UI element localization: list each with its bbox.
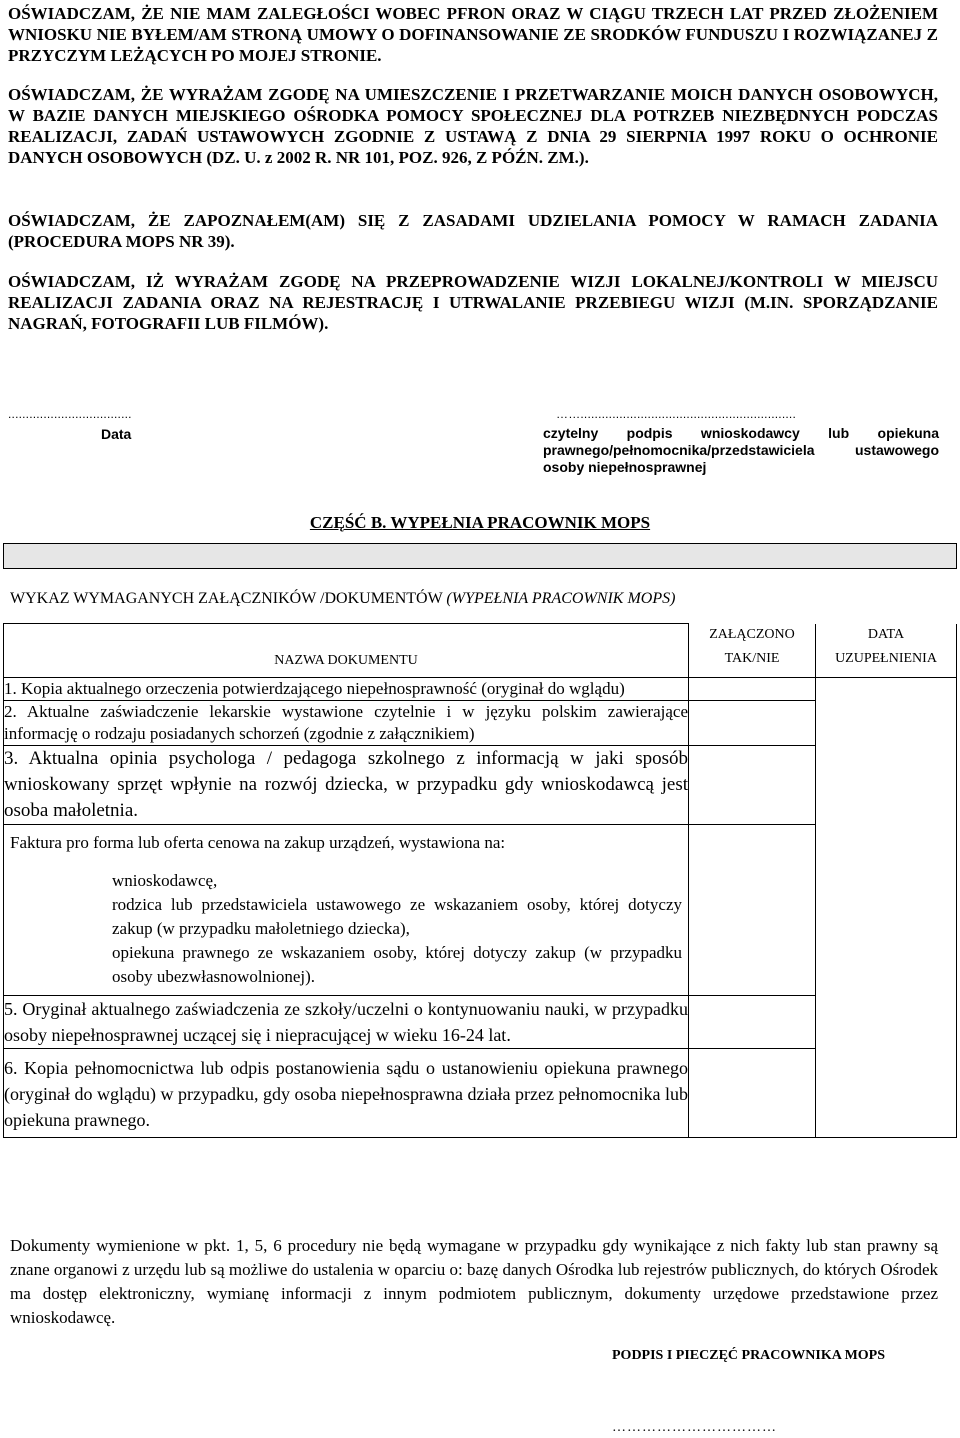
- item-6-attached: [689, 1049, 816, 1138]
- item-6: 6. Kopia pełnomocnictwa lub odpis postanowienia sądu o ustanowieniu opiekuna prawnego (oryginał do wglądu) w przypadku, gdy osoba niepełnosprawna działa przez pełnomocnika lub opiekuna prawnego.: [4, 1049, 689, 1138]
- item-5: 5. Oryginał aktualnego zaświadczenia ze szkoły/uczelni o kontynuowaniu nauki, w przypadku osoby niepełnosprawnej uczącej się i niepracującej w wieku 16-24 lat.: [4, 996, 689, 1049]
- declaration-data-consent: OŚWIADCZAM, ŻE WYRAŻAM ZGODĘ NA UMIESZCZENIE I PRZETWARZANIE MOICH DANYCH OSOBOWYCH, W BAZIE DANYCH MIEJSKIEGO OŚRODKA POMOCY SPOŁECZNEJ DLA POTRZEB NIEZBĘDNYCH PODCZAS REALIZACJI, ZADAŃ USTAWOWYCH ZGODNIE Z USTAWĄ Z DNIA 29 SIERPNIA 1997 ROKU O OCHRONIE DANYCH OSOBOWYCH (DZ. U. z 2002 R. NR 101, POZ. 926, Z PÓŹN. ZM.).: [8, 85, 938, 167]
- table-row: [4, 1049, 957, 1138]
- item-date-cell: [816, 678, 957, 1138]
- item-4-attached: [689, 825, 816, 996]
- col-date: [816, 624, 957, 678]
- item-3: 3. Aktualna opinia psychologa / pedagoga szkolnego z informacją w jaki sposób wnioskowany sprzęt wpłynie na rozwój dziecka, w przypadku gdy wnioskodawcą jest osoba małoletnia.: [4, 746, 689, 825]
- gray-bar: [3, 543, 957, 569]
- attachments-title-note: (WYPEŁNIA PRACOWNIK MOPS): [446, 590, 676, 607]
- item-3-attached: [689, 746, 816, 825]
- staff-signature-label: PODPIS I PIECZĘĆ PRACOWNIKA MOPS: [612, 1348, 886, 1363]
- col-name-label: NAZWA DOKUMENTU: [274, 653, 418, 668]
- faktura-option: opiekuna prawnego ze wskazaniem osoby, której dotyczy zakup (w przypadku osoby ubezwłasnowolnionej).: [112, 943, 682, 986]
- col-attached-label-1: ZAŁĄCZONO: [709, 626, 795, 642]
- table-row: [4, 701, 957, 746]
- col-attached: [689, 624, 816, 678]
- declaration-inspection: OŚWIADCZAM, IŻ WYRAŻAM ZGODĘ NA PRZEPROWADZENIE WIZJI LOKALNEJ/KONTROLI W MIEJSCU REALIZACJI ZADANIA ORAZ NA REJESTRACJĘ I UTRWALANIE PRZEBIEGU WIZJI (M.IN. SPORZĄDZANIE NAGRAŃ, FOTOGRAFII LUB FILMÓW).: [8, 272, 938, 333]
- table-header-row: [4, 624, 957, 678]
- item-5-attached: [689, 996, 816, 1049]
- table-row: [4, 746, 957, 825]
- item-2-attached: [689, 701, 816, 746]
- col-name: [4, 624, 689, 678]
- faktura-option: wnioskodawcę,: [112, 871, 218, 890]
- item-1: 1. Kopia aktualnego orzeczenia potwierdzającego niepełnosprawność (oryginał do wglądu): [4, 678, 689, 701]
- table-row: [4, 825, 957, 996]
- col-date-label-2: UZUPEŁNIENIA: [835, 650, 937, 666]
- declaration-pfron: OŚWIADCZAM, ŻE NIE MAM ZALEGŁOŚCI WOBEC PFRON ORAZ W CIĄGU TRZECH LAT PRZED ZŁOŻENIEM WNIOSKU NIE BYŁEM/AM STRONĄ UMOWY O DOFINANSOWANIE ZE SRODKÓW FUNDUSZU I ROZWIĄZANEJ Z PRZYCZYM LEŻĄCYCH PO MOJEJ STRONIE.: [8, 4, 938, 65]
- item-1-attached: [689, 678, 816, 701]
- signature-dots: …….............................................................: [556, 407, 796, 421]
- item-4: [4, 825, 689, 996]
- documents-note: Dokumenty wymienione w pkt. 1, 5, 6 procedury nie będą wymagane w przypadku gdy wynikające z nich fakty lub stan prawny są znane organowi z urzędu lub są możliwe do ustalenia w oparciu o: bazę danych Ośrodka lub rejestrów publicznych, do których Ośrodek ma dostęp elektroniczny, wymianę informacji z innym podmiotem publicznym, dokumenty urzędowe przedstawione przez wnioskodawcę.: [10, 1236, 938, 1327]
- signature-label: czytelny podpis wnioskodawcy lub opiekuna prawnego/pełnomocnika/przedstawiciela ustawowego osoby niepełnosprawnej: [543, 425, 939, 475]
- col-date-label-1: DATA: [867, 626, 905, 642]
- attachments-heading: [10, 590, 675, 608]
- faktura-option: rodzica lub przedstawiciela ustawowego ze wskazaniem osoby, której dotyczy zakup (w przypadku małoletniego dziecka),: [112, 895, 682, 938]
- table-row: [4, 996, 957, 1049]
- attachments-title: WYKAZ WYMAGANYCH ZAŁĄCZNIKÓW /DOKUMENTÓW: [10, 590, 443, 607]
- faktura-label: Faktura pro forma lub oferta cenowa na zakup urządzeń, wystawiona na:: [10, 833, 506, 852]
- section-b-heading: CZĘŚĆ B. WYPEŁNIA PRACOWNIK MOPS: [309, 513, 651, 532]
- declaration-rules: OŚWIADCZAM, ŻE ZAPOZNAŁEM(AM) SIĘ Z ZASADAMI UDZIELANIA POMOCY W RAMACH ZADANIA (PROCEDURA MOPS NR 39).: [8, 211, 938, 251]
- item-2: 2. Aktualne zaświadczenie lekarskie wystawione czytelnie i w języku polskim zawierające informację o rodzaju posiadanych schorzeń (zgodnie z załącznikiem): [4, 701, 689, 746]
- attachments-table: [3, 623, 957, 1138]
- col-attached-label-2: TAK/NIE: [724, 650, 780, 666]
- table-row: [4, 678, 957, 701]
- date-dots: ...................................: [8, 407, 132, 421]
- date-label: Data: [101, 426, 132, 442]
- staff-signature-dots: ……………………………: [612, 1420, 777, 1435]
